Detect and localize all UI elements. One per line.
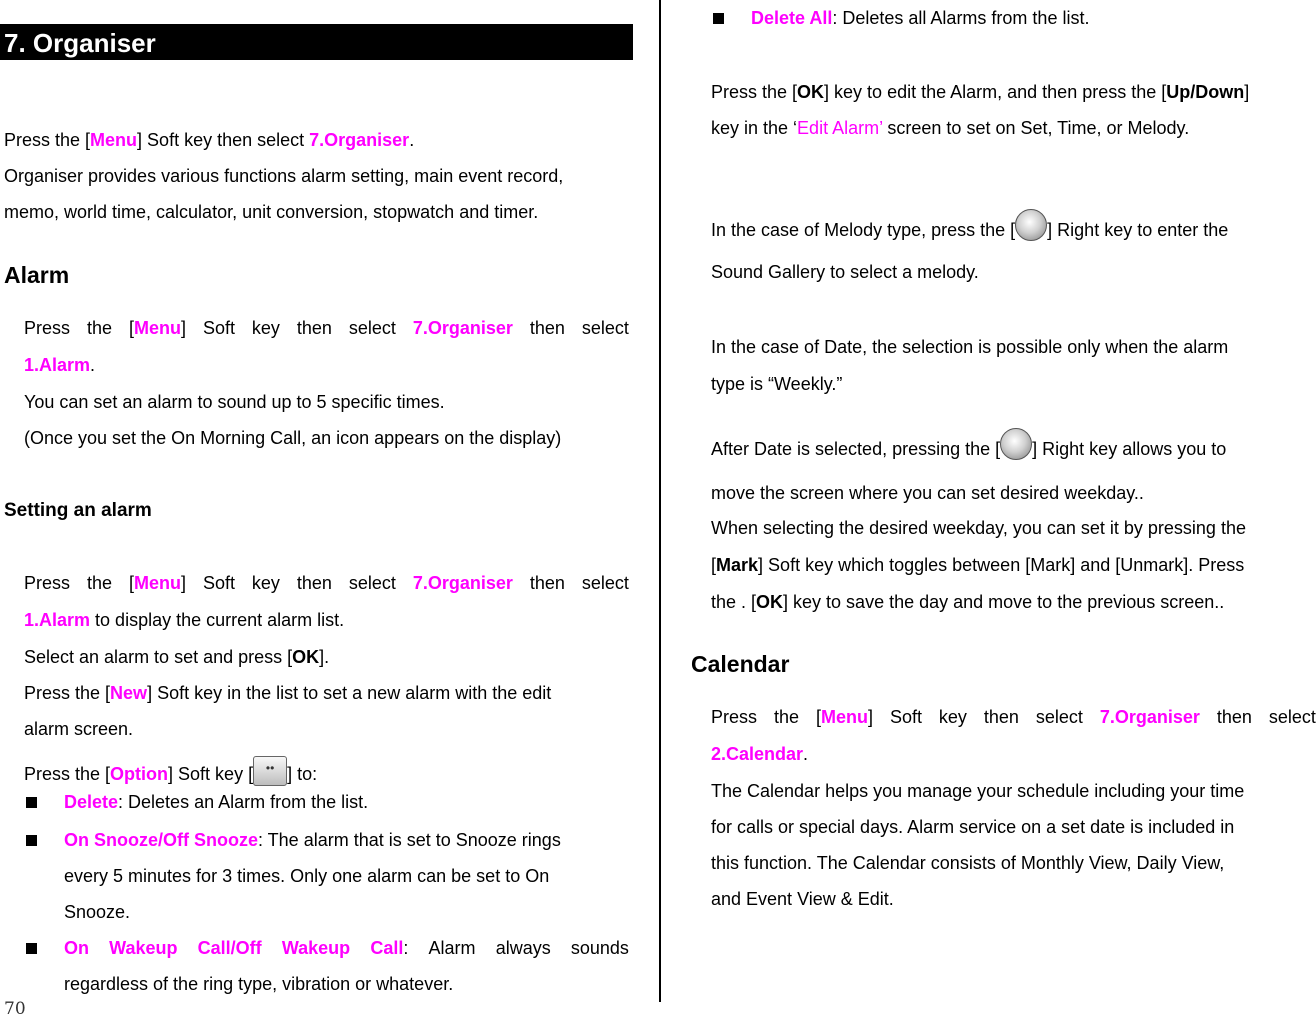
intro-line-3: memo, world time, calculator, unit conversion, stopwatch and timer. <box>4 202 539 222</box>
setting-line-6: Press the [Option] Soft key [ •• ] to: <box>24 760 317 790</box>
date-para-line-2: type is “Weekly.” <box>711 374 843 394</box>
bullet-delete: Delete: Deletes an Alarm from the list. <box>64 792 369 812</box>
weekday-para-line-2: move the screen where you can set desired weekday.. <box>711 483 1144 503</box>
alarm-line-4: (Once you set the On Morning Call, an icon appears on the display) <box>24 428 562 448</box>
bullet-snooze-line-2: every 5 minutes for 3 times. Only one alarm can be set to On <box>64 866 550 886</box>
calendar-line-2: 2.Calendar. <box>711 744 809 764</box>
edit-para-line-2: key in the ‘Edit Alarm’ screen to set on Set, Time, or Melody. <box>711 118 1190 138</box>
bullet-delete-all: Delete All: Deletes all Alarms from the list. <box>751 8 1090 28</box>
weekday-para-line-1: After Date is selected, pressing the [ ] Right key allows you to <box>711 434 1226 466</box>
alarm-heading: Alarm <box>4 262 70 288</box>
setting-line-4: Press the [New] Soft key in the list to set a new alarm with the edit <box>24 683 552 703</box>
page-number: 70 <box>4 999 26 1019</box>
setting-line-3: Select an alarm to set and press [OK]. <box>24 647 330 667</box>
alarm-line-2: 1.Alarm. <box>24 355 96 375</box>
weekday-para-line-4: [Mark] Soft key which toggles between [Mark] and [Unmark]. Press <box>711 555 1245 575</box>
setting-line-2: 1.Alarm to display the current alarm list. <box>24 610 345 630</box>
column-divider <box>659 0 661 1002</box>
chapter-title: 7. Organiser <box>0 24 633 60</box>
intro-line-1: Press the [Menu] Soft key then select 7.Organiser. <box>4 130 415 150</box>
alarm-line-1: Press the [Menu] Soft key then select 7.Organiser then select <box>24 318 629 338</box>
calendar-line-3: The Calendar helps you manage your schedule including your time <box>711 781 1245 801</box>
bullet-square-icon <box>713 13 724 24</box>
bullet-snooze: On Snooze/Off Snooze: The alarm that is set to Snooze rings <box>64 830 561 850</box>
bullet-square-icon <box>26 797 37 808</box>
melody-para-line-1: In the case of Melody type, press the [ ] Right key to enter the <box>711 215 1316 247</box>
bullet-snooze-line-3: Snooze. <box>64 902 131 922</box>
weekday-para-line-5: the . [OK] key to save the day and move to the previous screen.. <box>711 592 1225 612</box>
melody-para-line-2: Sound Gallery to select a melody. <box>711 262 979 282</box>
setting-line-5: alarm screen. <box>24 719 134 739</box>
right-key-icon <box>1000 428 1032 460</box>
setting-alarm-heading: Setting an alarm <box>4 500 152 521</box>
setting-line-1: Press the [Menu] Soft key then select 7.Organiser then select <box>24 573 629 593</box>
date-para-line-1: In the case of Date, the selection is possible only when the alarm <box>711 337 1229 357</box>
intro-line-2: Organiser provides various functions alarm setting, main event record, <box>4 166 564 186</box>
bullet-wakeup: On Wakeup Call/Off Wakeup Call: Alarm always sounds <box>64 938 629 958</box>
calendar-line-1: Press the [Menu] Soft key then select 7.Organiser then select <box>711 707 1316 727</box>
alarm-line-3: You can set an alarm to sound up to 5 specific times. <box>24 392 445 412</box>
weekday-para-line-3: When selecting the desired weekday, you can set it by pressing the <box>711 518 1246 538</box>
calendar-line-6: and Event View & Edit. <box>711 889 894 909</box>
bullet-square-icon <box>26 835 37 846</box>
calendar-heading: Calendar <box>691 651 790 677</box>
bullet-wakeup-line-2: regardless of the ring type, vibration or whatever. <box>64 974 454 994</box>
right-key-icon <box>1015 209 1047 241</box>
calendar-line-4: for calls or special days. Alarm service on a set date is included in <box>711 817 1235 837</box>
soft-key-icon: •• <box>253 756 287 786</box>
calendar-line-5: this function. The Calendar consists of Monthly View, Daily View, <box>711 853 1225 873</box>
bullet-square-icon <box>26 943 37 954</box>
edit-para-line-1: Press the [OK] key to edit the Alarm, and then press the [Up/Down] <box>711 82 1250 102</box>
